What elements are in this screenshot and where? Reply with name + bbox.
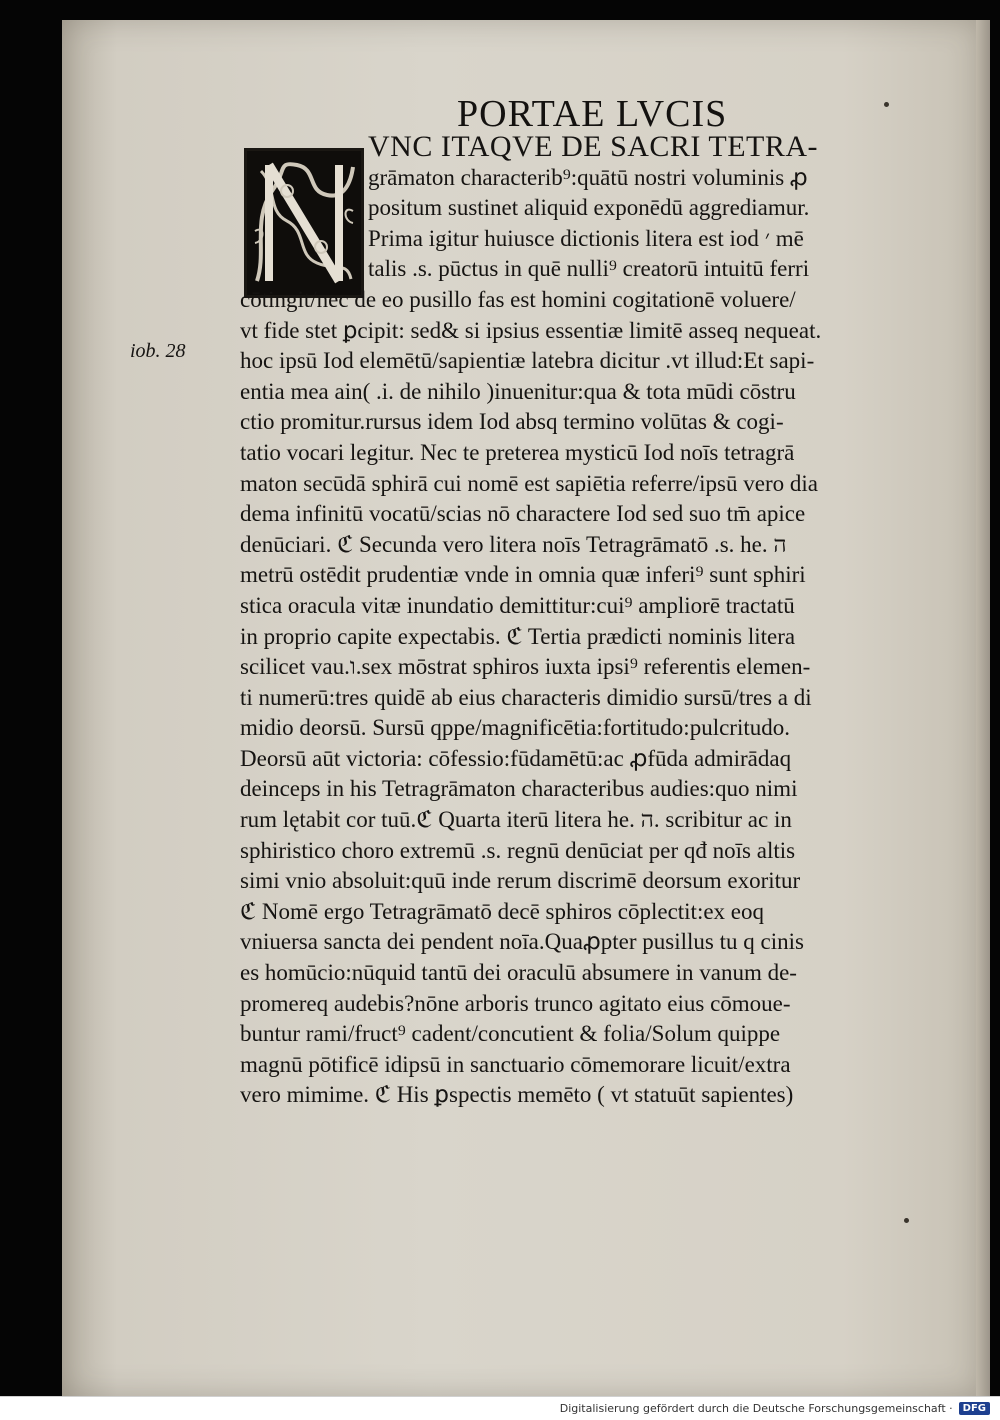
text-line: vero mimime. ℭ His ꝑspectis memēto ( vt statuūt sapientes) (240, 1082, 794, 1108)
text-line: magnū pōtificē idipsū in sanctuario cōmemorare licuit/extra (240, 1051, 791, 1077)
text-line: VNC ITAQVE DE SACRI TETRA- (368, 132, 819, 163)
text-line: ctio promitur.rursus idem Iod absq termino volūtas & cogi- (240, 409, 784, 435)
text-line: vniuersa sancta dei pendent noīa.Quaꝓpter pusillus tu q cinis (240, 929, 804, 955)
text-line: maton secūdā sphirā cui nomē est sapiētia referre/ipsū vero dia (240, 470, 818, 496)
text-line: ti numerū:tres quidē ab eius characteris dimidio sursū/tres a di (240, 684, 812, 710)
text-line: cōtingit/nec de eo pusillo fas est homini cogitationē voluere/ (240, 286, 796, 312)
text-line: Deorsū aūt victoria: cōfessio:fūdamētū:ac ꝓfūda admirādaq (240, 745, 792, 771)
text-line: es homūcio:nūquid tantū dei oraculū absumere in vanum de- (240, 960, 797, 986)
text-line: Prima igitur huiusce dictionis litera est iod ׳ mē (368, 225, 804, 251)
body-text (240, 132, 940, 1111)
text-line: dema infinitū vocatū/scias nō charactere Iod sed suo tm̄ apice (240, 501, 806, 527)
text-line: vt fide stet ꝑcipit: sed& si ipsius essentiæ limitē asseq nequeat. (240, 317, 822, 343)
digitization-footer (0, 1396, 1000, 1420)
book-page (62, 20, 980, 1396)
text-line: entia mea ain( .i. de nihilo )inuenitur:qua & tota mūdi cōstru (240, 378, 796, 404)
text-line: rum lętabit cor tuū.ℭ Quarta iterū litera he. ה. scribitur ac in (240, 807, 792, 833)
running-head: PORTAE LVCIS (457, 93, 728, 135)
text-line: deinceps in his Tetragrāmaton characteribus audies:quo nimi (240, 776, 798, 802)
text-line: sphiristico choro extremū .s. regnū denūciat per qđ noīs altis (240, 837, 796, 863)
text-line: hoc ipsū Iod elemētū/sapientiæ latebra dicitur .vt illud:Et sapi- (240, 348, 815, 374)
text-line: metrū ostēdit prudentiæ vnde in omnia quæ inferi⁹ sunt sphiri (240, 562, 806, 588)
text-line: stica oracula vitæ inundatio demittitur:cui⁹ ampliorē tractatū (240, 592, 795, 618)
text-line: tatio vocari legitur. Nec te preterea mysticū Iod noīs tetragrā (240, 439, 795, 465)
text-line: denūciari. ℭ Secunda vero litera noīs Tetragrāmatō .s. he. ה (240, 531, 787, 557)
text-line: grāmaton characterib⁹:quātū nostri voluminis ꝓ (368, 164, 808, 190)
text-line: promereq audebis?nōne arboris trunco agitato eius cōmoue- (240, 990, 791, 1016)
text-line: positum sustinet aliquid exponēdū aggrediamur. (368, 195, 810, 221)
page-dot-bottom (904, 1218, 909, 1223)
margin-note: iob. 28 (130, 340, 186, 362)
text-line: scilicet vau.ו.sex mōstrat sphiros iuxta ipsi⁹ referentis elemen- (240, 654, 811, 680)
page-dot-top (884, 102, 889, 107)
text-line: talis .s. pūctus in quē nulli⁹ creatorū intuitū ferri (368, 256, 810, 282)
text-line: ℭ Nomē ergo Tetragrāmatō decē sphiros cōplectit:ex eoq (240, 898, 765, 924)
text-line: simi vnio absoluit:quū inde rerum discrimē deorsum exoritur (240, 868, 801, 894)
text-line: midio deorsū. Sursū qppe/magnificētia:fortitudo:pulcritudo. (240, 715, 790, 741)
footer-credit: Digitalisierung gefördert durch die Deutsche Forschungsgemeinschaft · (559, 1402, 953, 1415)
text-line: in proprio capite expectabis. ℭ Tertia prædicti nominis litera (240, 623, 796, 649)
text-line: buntur rami/fruct⁹ cadent/concutient & folia/Solum quippe (240, 1021, 781, 1047)
dfg-logo: DFG (959, 1402, 990, 1415)
